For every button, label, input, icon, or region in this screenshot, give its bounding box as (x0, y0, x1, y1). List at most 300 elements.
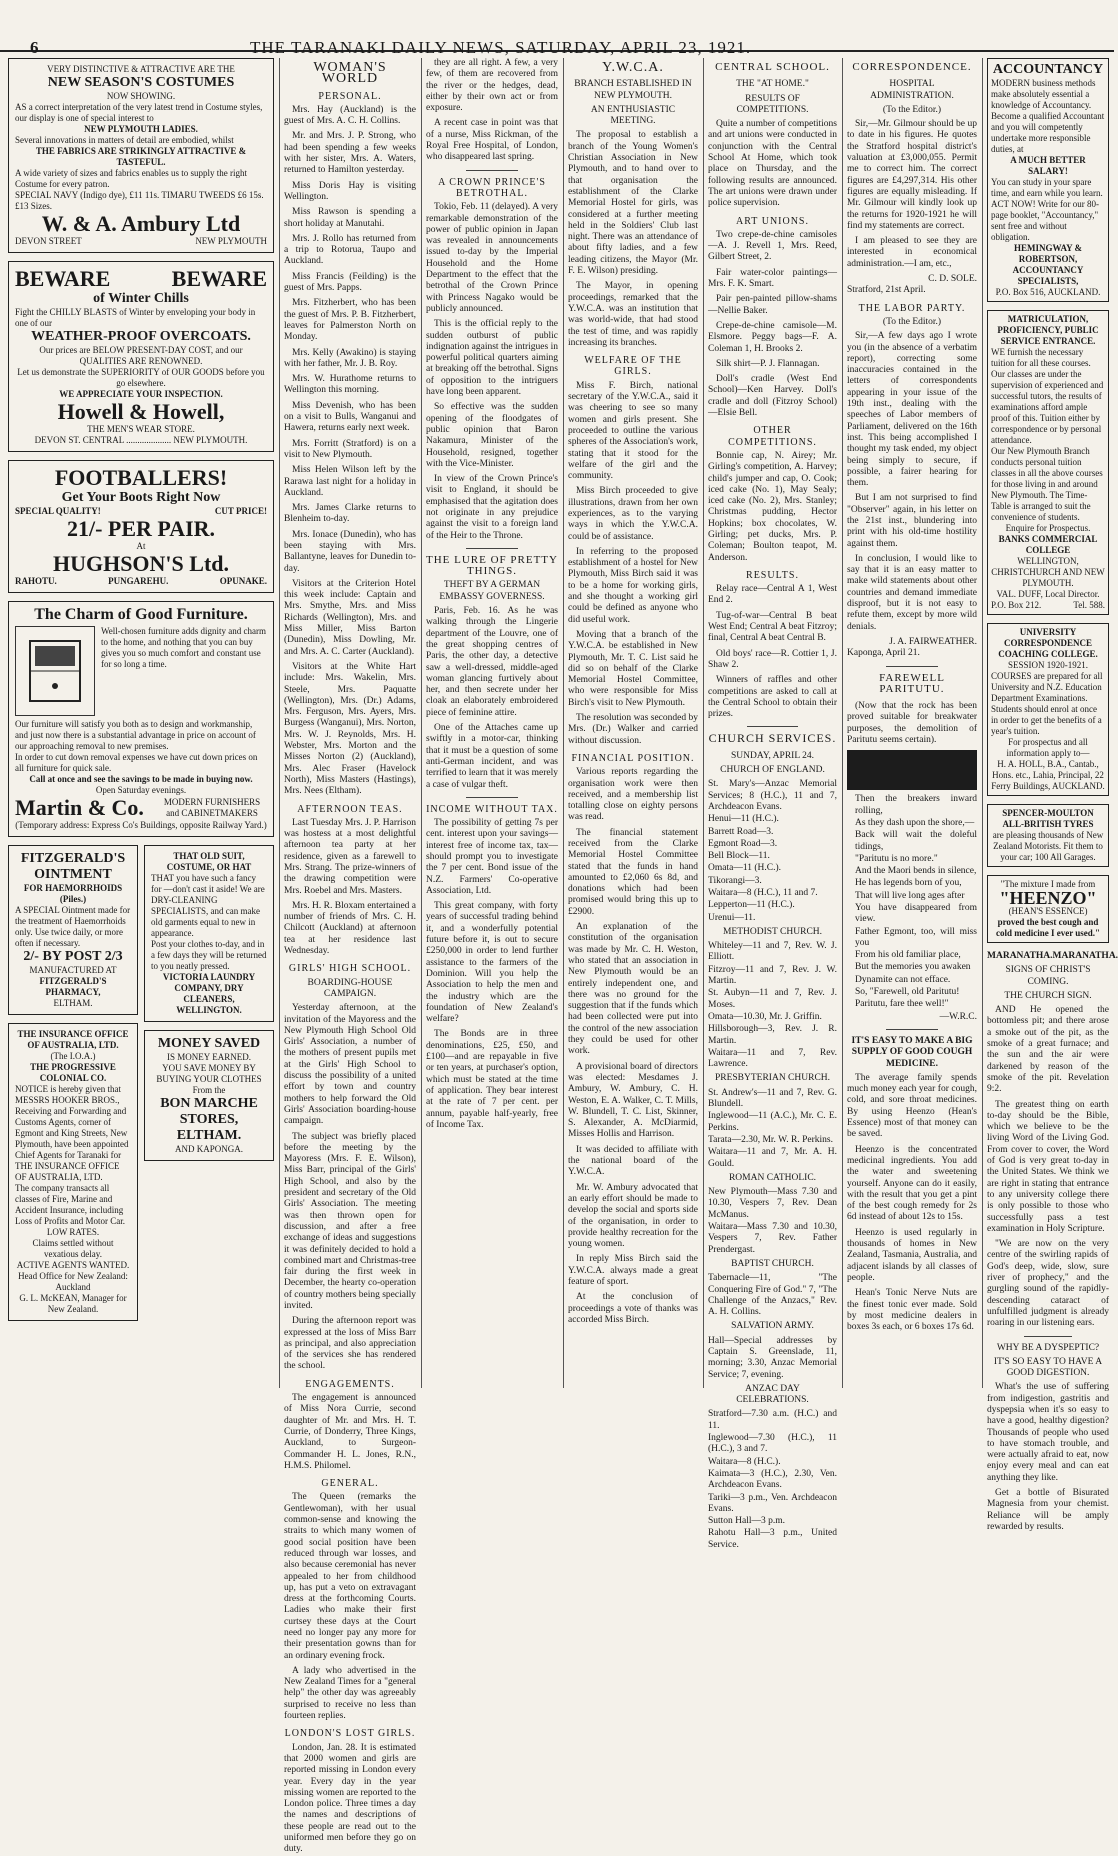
paragraph: Winners of raffles and other competitions are asked to call at the Central School to obtain their prizes. (708, 675, 837, 720)
list-item: That will live long ages after (855, 890, 965, 901)
paragraph: Doll's cradle (West End School)—Ken Harvey. Doll's cradle and doll (Fitzroy School)—Elsie Bell. (708, 374, 837, 419)
subheading: GENERAL. (321, 1478, 379, 1490)
paragraph: The engagement is announced of Miss Nora Currie, second daughter of Mr. and Mrs. H. T. Currie, of Donderry, Three Kings, Auckland, to Surgeon-Commander H. L. Jones, R.N., H.M.S. Philomel. (284, 1393, 416, 1471)
paragraph: Tug-of-war—Central B beat West End; Central A beat Fitzroy; final, Central A beat Central B. (708, 610, 837, 644)
ad-headline: THAT OLD SUIT, COSTUME, OR HAT (166, 851, 252, 872)
ad-text: CUT PRICE! (214, 506, 267, 516)
list-item: Sutton Hall—3 p.m. (708, 1516, 786, 1527)
martin-ad (8, 601, 274, 837)
list-item: Urenui—11. (708, 912, 756, 923)
paragraph: But I am not surprised to find "Observer" again, in his letter on the 21st inst., blundering into print with his old-time hostility against them. (847, 493, 977, 549)
subheading: ENGAGEMENTS. (305, 1378, 395, 1390)
column-rule (842, 58, 843, 1388)
service-list (708, 1336, 837, 1381)
paragraph: Two crepe-de-chine camisoles—A. J. Revell 1, Mrs. Reed, Gilbert Street, 2. (708, 229, 837, 263)
article-subheading: THEFT BY A GERMAN EMBASSY GOVERNESS. (439, 580, 545, 602)
list-item: Bell Block—11. (708, 851, 770, 862)
paragraph: One of the Attaches came up swiftly in a motor-car, thinking that it must be a question of some anti-German incident, and was terrified to learn that it was merely a case of vulgar theft. (426, 723, 558, 790)
ad-text: At (136, 541, 146, 551)
paragraph: Miss F. Birch, national secretary of the Y.W.C.A., said it was cheering to see so many women and girls present. She proceeded to outline the various spheres of the Association's work, stating that it stood for the welfare of the girl and the community. (568, 380, 698, 482)
ad-headline: THE INSURANCE OFFICE OF AUSTRALIA, LTD. (17, 1029, 129, 1050)
divider (886, 666, 938, 667)
list-item: Tikorangi—3. (708, 875, 762, 886)
subheading: ROMAN CATHOLIC. (728, 1172, 817, 1183)
paragraph: In referring to the proposed establishment of a hostel for New Plymouth, Miss Birch said it was to be a home for working girls, and she thought a working girl could be defined as anyone who did useful work. (568, 546, 698, 625)
ad-text: Open Saturday evenings. (95, 785, 187, 795)
list-item: Back will wait the doleful tidings, (855, 830, 977, 852)
list-item: So, "Farewell, old Paritutu! (855, 987, 960, 998)
ad-text: VAL. DUFF, Local Director. (996, 589, 1100, 599)
paragraph: The resolution was seconded by Mrs. (Dr.) Walker and carried without discussion. (568, 713, 698, 746)
list-item: Egmont Road—3. (708, 838, 778, 849)
ad-text: Several innovations in matters of detail are embodied, whilst (15, 135, 234, 145)
ad-text: The company transacts all classes of Fire, Marine and Accident Insurance, including Loss of Profits and Motor Car. (15, 1183, 125, 1226)
ad-brand: VICTORIA LAUNDRY COMPANY, DRY CLEANERS, WELLINGTON. (162, 972, 256, 1015)
paragraph: Miss Doris Hay is visiting Wellington. (284, 180, 416, 202)
paragraph: Hean's Tonic Nerve Nuts are the finest tonic ever made. Sold by most medicine dealers in boxes 3s each, or 6 boxes 17s 6d. (847, 1288, 977, 1333)
maranatha-heading (987, 951, 1118, 962)
paragraph: Old boys' race—R. Cottier 1, J. Shaw 2. (708, 648, 837, 670)
paragraph: This great company, with forty years of successful trading behind it, and a wonderfully potential future before it, is out to secure £250,000 in order to lend further assistance to the farmers of the Dominion. Will you help the Association to help the men and the industry which are the foundation of New Zealand's welfare? (426, 901, 558, 1025)
subheading: BOARDING-HOUSE CAMPAIGN. (307, 977, 393, 999)
heenzo-ad (987, 875, 1109, 943)
column-rule (982, 58, 983, 1388)
paragraph: AND He opened the bottomless pit; and there arose a smoke out of the pit, as the smoke of a great furnace; and the sun and the air were darkened by reason of the smoke of the pit. Revelation 9:2. (987, 1005, 1109, 1095)
ad-text: DEVON STREET (15, 236, 82, 246)
signature: C. D. SOLE. (928, 274, 977, 285)
paragraph: Mrs. Kelly (Awakino) is staying with her father, Mr. J. B. Roy. (284, 347, 416, 369)
paragraph: An explanation of the constitution of the organisation was made by Mr. C. H. Weston, who stated that an association in New Plymouth would be an entirely independent one, and there was no ground for the suggestion that if the funds which had been collected were put into the control of the new association they could be used for other work. (568, 922, 698, 1057)
paragraph: Various reports regarding the organisation work were then received, and a membership list totalling close on eighty persons was read. (568, 767, 698, 823)
paragraph: In reply Miss Birch said the Y.W.C.A. always made a great feature of sport. (568, 1254, 698, 1287)
paragraph: At the conclusion of proceedings a vote of thanks was accorded Miss Birch. (568, 1292, 698, 1325)
subheading: AFTERNOON TEAS. (297, 803, 403, 815)
ad-text: Well-chosen furniture adds dignity and charm to the home, and nothing that you can buy gives you so much comfort and constant use for so long a time. (101, 626, 266, 669)
section-heading: Y.W.C.A. (602, 60, 664, 75)
paragraph: Pair pen-painted pillow-shams—Nellie Baker. (708, 294, 837, 316)
article-heading: IT'S EASY TO MAKE A BIG SUPPLY OF GOOD COUGH MEDICINE. (851, 1035, 973, 1069)
ad-text: G. L. McKEAN, Manager for New Zealand. (19, 1293, 127, 1314)
list-item: Kaimata—3 (H.C.), 2.30, Ven. Archdeacon Evans. (708, 1468, 837, 1491)
ad-headline: FOOTBALLERS! (54, 465, 228, 490)
paragraph: Mrs. H. R. Bloxam entertained a number of friends of Mrs. C. H. Chilcott (Auckland) at afternoon tea at her residence last Wednesday. (284, 900, 417, 957)
paragraph: "We are now on the very centre of the swirling rapids of God's deep, wide, slow, sure river of prophecy," and the gurgling sound of the rapidly-descending cataract of unfulfilled judgment is already roaring in our listening ears. (987, 1239, 1109, 1329)
subheading: HOSPITAL ADMINISTRATION. (870, 79, 954, 101)
ad-text: Our New Plymouth Branch conducts personal tuition classes in all the above courses for those living in and around New Plymouth. The Time-Table is arranged to suit the convenience of students. (991, 446, 1103, 522)
paragraph: The proposal to establish a branch of the Young Women's Christian Association in New Plymouth, and to hand over to that organisation the establishment of the Clarke Memorial Hostel for girls, was considered at a further meeting held in the Soldiers' Club last night. There was an attendance of about fifty ladies, and a few leading citizens, the Mayor (Mr. F. E. Wilson) presiding. (568, 130, 698, 277)
paragraph: (Now that the rock has been proved suitable for breakwater purposes, the demolition of Paritutu seems certain). (847, 701, 977, 746)
paragraph: Yesterday afternoon, at the invitation of the Mayoress and the New Plymouth High School Old Girls' Association, a number of the mothers of present pupils met at the Girls' High School to discuss the possibility of a united effort by town and country mothers to help forward the Old Girls' Association boarding-house campaign. (284, 1003, 416, 1127)
subheading: THE "AT HOME." (736, 79, 809, 90)
paragraph: In view of the Crown Prince's visit to England, it should be emphasised that the agitation does not originate in any prejudice against the visit to a foreign land of the Heir to the Throne. (426, 474, 558, 541)
ad-text: A wide variety of sizes and fabrics enables us to supply the right Costume for every patron. (15, 168, 247, 189)
correspondence-column (847, 58, 977, 1388)
list-item: From his old familiar place, (855, 950, 961, 961)
ad-brand: Howell & Howell, (57, 399, 225, 424)
ad-brand: Martin & Co. (15, 795, 144, 820)
ad-text: Post your clothes to-day, and in a few days they will be returned to you neatly pressed. (151, 939, 267, 971)
paragraph: A lady who advertised in the New Zealand Times for a "general help" the other day was agreeably surprised to receive no less than fourteen replies. (284, 1665, 416, 1722)
paragraph: London, Jan. 28. It is estimated that 2000 women and girls are reported missing in London every year. Every day in the year missing women are reported to the London police. Three times a day the names and descriptions of these people are read out to the uniformed men before they go on duty. (284, 1742, 416, 1855)
redacted-block (847, 750, 977, 790)
divider (1024, 1336, 1073, 1337)
paragraph: Tokio, Feb. 11 (delayed). A very remarkable demonstration of the power of public opinion in Japan was revealed in announcements issued to-day by the Imperial Household and the Home Department to the effect that the betrothal of the Crown Prince with Princess Nagako would be publicly announced. (426, 202, 558, 314)
paragraph: Mrs. Forritt (Stratford) is on a visit to New Plymouth. (284, 438, 416, 460)
list-item: Father Egmont, too, will miss you (855, 926, 977, 948)
list-item: Hall—Special addresses by Captain S. Greenslade, 11, morning; 3.30, Anzac Memorial Service; 7, evening. (708, 1335, 837, 1380)
list-item: Waitara—11 and 7, Mr. A. H. Gould. (708, 1147, 837, 1169)
column-rule (421, 58, 422, 1388)
paragraph: Moving that a branch of the Y.W.C.A. be established in New Plymouth, Mr. T. C. List said he did so on behalf of the Clarke Memorial Hostel Committee, who were responsible for Miss Birch's visit to New Plymouth. (568, 629, 698, 708)
ad-text: PUNGAREHU. (108, 576, 169, 586)
ad-headline: WEATHER-PROOF OVERCOATS. (31, 329, 251, 344)
subheading: ANZAC DAY CELEBRATIONS. (736, 1383, 809, 1406)
divider (886, 1029, 938, 1030)
article-heading: INCOME WITHOUT TAX. (426, 803, 558, 815)
ad-brand: BON MARCHE STORES, (160, 1096, 258, 1127)
ad-text: LOW RATES. (46, 1227, 100, 1237)
ad-headline: ACCOUNTANCY (992, 62, 1104, 77)
ambury-ad (8, 58, 274, 253)
ywca-column (568, 58, 698, 1388)
paragraph: The greatest thing on earth to-day should be the Bible, which we believe to be the living Word of the Living God. From cover to cover, the Word of God is very great to-day in the United States. We think we are right in stating that entrance to any university college there is only possible to those who successfully pass a test examination in Holy Scripture. (987, 1099, 1109, 1234)
subheading: SIGNS OF CHRIST'S COMING. (1005, 965, 1091, 987)
list-item: He has legends born of you, (855, 878, 962, 889)
paragraph: The Queen (remarks the Gentlewoman), with her usual common-sense and knowing the straits to which many women of good social position have been reduced through war losses, and also because ceremonial has never appealed to her from childhood up, has put a veto on extravagant dress at the forthcoming Courts. Ladies who make their first curtsey these days at the Court need no longer pay any more for their presentation gowns than for an ordinary evening frock. (284, 1492, 416, 1661)
list-item: Barrett Road—3. (708, 826, 774, 837)
ad-text: NOW SHOWING. (106, 91, 176, 101)
paragraph: The Bonds are in three denominations, £25, £50, and £100—and are repayable in five or ten years, at purchaser's option, which must be stated at the time of application. They bear interest at the rate of 7 per cent. per annum, payable half-yearly, free of Income Tax. (426, 1029, 558, 1130)
ad-text: DEVON ST. CENTRAL .................... NEW PLYMOUTH. (34, 435, 248, 445)
column-rule (279, 58, 280, 1388)
ad-text: FITZGERALD'S PHARMACY, (39, 976, 107, 997)
list-item: And the Maori bends in silence, (855, 866, 977, 877)
service-list (708, 1088, 837, 1170)
column-rule (703, 58, 704, 1388)
list-item: Waitara—8 (H.C.). (708, 1456, 781, 1467)
ad-text: YOU SAVE MONEY BY BUYING YOUR CLOTHES From the (156, 1063, 262, 1095)
ad-text: "The mixture I made from (1000, 879, 1096, 889)
ad-text: P.O. Box 516, AUCKLAND. (995, 287, 1101, 297)
paragraph: Mrs. Hay (Auckland) is the guest of Mrs. A. C. H. Collins. (284, 104, 416, 127)
ad-text: THE FABRICS ARE STRIKINGLY ATTRACTIVE & TASTEFUL. (35, 146, 247, 167)
ad-text: WE furnish the necessary tuition for all these courses. Our classes are under the supervision of experienced and successful tutors, the results of examinations afford ample proof of this. Tuition either by correspondence or by personal attendance. (991, 347, 1104, 445)
paragraph: The financial statement received from the Clarke Memorial Hostel Committee stated that the funds in hand amounted to £2,060 6s 8d, and donations which had been promised would bring this up to £2900. (568, 827, 698, 917)
list-item: You have disappeared from view. (855, 903, 977, 925)
signature: J. A. FAIRWEATHER. (889, 636, 977, 647)
ad-text: Our prices are BELOW PRESENT-DAY COST, and our QUALITIES ARE RENOWNED. (39, 345, 243, 366)
paragraph: Miss Rawson is spending a short holiday at Manutahi. (284, 207, 416, 229)
paragraph: Mr. and Mrs. J. P. Strong, who had been spending a few weeks with her sister, Mrs. A. Waters, returned to Hamilton yesterday. (284, 131, 416, 176)
ad-text: AND KAPONGA. (174, 1144, 243, 1154)
list-item: Dynamite can not efface. (855, 974, 951, 985)
ad-text: ACT NOW! Write for our 80-page booklet, "Accountancy," sent free and without obligation. (991, 199, 1100, 242)
list-item: Then the breakers inward rolling, (855, 794, 977, 816)
ad-text: VERY DISTINCTIVE & ATTRACTIVE ARE THE (47, 64, 235, 74)
ad-text: ELTHAM. (53, 998, 93, 1008)
subheading: THE CHURCH SIGN. (1004, 990, 1092, 1001)
paragraph: Miss Francis (Feilding) is the guest of Mrs. Papps. (284, 271, 416, 294)
paragraph: Get a bottle of Bisurated Magnesia from your chemist. Reliance will be amply rewarded by results. (987, 1488, 1109, 1532)
subheading: PRESBYTERIAN CHURCH. (714, 1073, 831, 1084)
ad-brand: HEMINGWAY & ROBERTSON, ACCOUNTANCY SPECIALISTS, (1012, 243, 1084, 286)
ad-text: For prospectus and all information apply to— (1006, 737, 1090, 758)
ad-text: SPECIAL QUALITY! (15, 506, 101, 516)
paragraph: Mrs. James Clarke returns to Blenheim to-day. (284, 503, 416, 525)
paragraph: Mrs. J. Rollo has returned from a trip to Rotorua, Taupo and Auckland. (284, 233, 416, 267)
ad-text: COURSES are prepared for all University and N.Z. Education Department Examinations. Students should enrol at once in order to get the benefits of a year's tuition. (991, 671, 1103, 736)
paragraph: Crepe-de-chine camisole—M. Elsmore. Peggy bags—F. A. Coleman 1, H. Brooks 2. (708, 320, 837, 354)
subheading: WHY BE A DYSPEPTIC? (996, 1342, 1100, 1353)
list-item: St. Aubyn—11 and 7, Rev. J. Moses. (708, 988, 837, 1010)
subheading: BAPTIST CHURCH. (731, 1258, 814, 1269)
section-heading: CHURCH SERVICES. (708, 731, 837, 746)
howell-ad (8, 261, 274, 452)
ad-headline: FITZGERALD'S OINTMENT (20, 851, 126, 882)
subheading: GIRLS' HIGH SCHOOL. (288, 963, 412, 975)
paragraph: I am pleased to see they are interested in economical administration.—I am, etc., (847, 236, 977, 269)
bon-marche-ad (144, 1030, 274, 1161)
list-item: "Paritutu is no more." (855, 853, 938, 864)
list-item: Waitara—11 and 7, Rev. Lawrence. (708, 1047, 837, 1070)
ad-text: FOR HAEMORRHOIDS (Piles.) (23, 883, 123, 904)
section-heading: FAREWELL PARITUTU. (879, 671, 945, 695)
list-item: Tabernacle—11, "The Conquering Fire of God." 7, "The Challenge of the Anzacs," Rev. A. H. Collins. (708, 1273, 837, 1318)
furniture-illustration (15, 626, 95, 716)
ad-text: OPUNAKE. (219, 576, 267, 586)
ad-text: IS MONEY EARNED. (167, 1052, 251, 1062)
ad-brand: W. & A. Ambury Ltd (41, 211, 241, 236)
paragraph: The average family spends much money each year for cough, cold, and sore throat medicines. By using Heenzo (Hean's Essence) most of that money can be saved. (847, 1072, 977, 1140)
womans-world-column (284, 58, 417, 1855)
ad-headline: Get Your Boots Right Now (61, 490, 221, 505)
ad-price: 21/- PER PAIR. (66, 516, 216, 541)
divider (466, 548, 519, 549)
paragraph: In conclusion, I would like to say that it is an easy matter to make wild statements about other countries and demand immediate disproof, but it is not easy to refute them, except by more wild denials. (847, 553, 977, 632)
ads-column-right (987, 58, 1118, 1532)
service-list (708, 1187, 837, 1256)
ad-text: Call at once and see the savings to be made in buying now. (29, 774, 253, 784)
subheading: SALVATION ARMY. (731, 1321, 814, 1332)
ad-text: Claims settled without vexatious delay. (32, 1238, 114, 1259)
ad-text: SPECIAL NAVY (Indigo dye), £11 11s. TIMARU TWEEDS £6 15s. £13 Sizes. (15, 190, 264, 211)
paragraph: Silk shirt—P. J. Flannagan. (716, 358, 820, 369)
heading-text: MARANATHA. (987, 951, 1053, 961)
paragraph: Sir,—A few days ago I wrote you (in the absence of a verbatim report), correcting some inaccuracies contained in the letters of correspondents appearing in your issue of the 19th inst., dealing with the speeches of Labor members of Parliament, delivered on the 16th inst. This being accomplished I thought my task ended, my object being simply to secure, if possible, a fairer hearing for them. (847, 331, 977, 489)
paragraph: Mrs. W. Hurathome returns to Wellington this morning. (284, 374, 416, 396)
ad-text: of Winter Chills (93, 291, 189, 306)
column-rule (563, 58, 564, 1388)
paragraph: Mr. W. Ambury advocated that an early effort should be made to develop the social and sports side of the organisation, in order to provide healthy recreation for the young women. (568, 1182, 698, 1250)
section-heading: WOMAN'S WORLD (313, 60, 387, 87)
paragraph: This is the official reply to the sudden outburst of public indignation against the intrigues in powerful political quarters aiming at breaking off the betrothal. Signs of opposition to the intriguers have long been apparent. (426, 319, 558, 398)
paragraph: Miss Birch proceeded to give illustrations, drawn from her own experiences, as to the varying ways in which the Y.W.C.A. could be of assistance. (568, 486, 698, 542)
list-item: Fitzroy—11 and 7, Rev. J. W. Martin. (708, 964, 837, 987)
service-list (708, 941, 837, 1070)
paragraph: Last Tuesday Mrs. J. P. Harrison was hostess at a most delightful afternoon tea party at her residence, given as a farewell to Mrs. Strang. The prize-winners of the drawing competition were Mrs. Roebel and Mrs. Masters. (284, 817, 416, 896)
ad-headline: MATRICULATION, PROFICIENCY, PUBLIC SERVICE ENTRANCE. (997, 314, 1099, 346)
ad-text: Fight the CHILLY BLASTS of Winter by enveloping your body in one of our (15, 307, 256, 328)
paragraph: The Mayor, in opening proceedings, remarked that the Y.W.C.A. was an institution that was world-wide, that had stood the test of time, and was rapidly increasing its branches. (568, 281, 698, 348)
paragraph: Miss Devenish, who has been on a visit to Bulls, Wanganui and Hawera, returns early next week. (284, 400, 416, 434)
ad-text: WELLINGTON, CHRISTCHURCH AND NEW PLYMOUTH. (991, 556, 1105, 588)
paragraph: A provisional board of directors was elected: Mesdames J. Ambury, W. Ambury, C. H. Weston, E. A. Walker, C. T. Mills, W. Blundell, T. C. List, Skinner, S. Alexander, A. McDiarmid, Misses Hollis and Harrison. (568, 1061, 698, 1140)
ad-text: P.O. Box 212. (991, 600, 1042, 610)
subheading: RESULTS OF COMPETITIONS. (736, 93, 809, 115)
ad-brand: "HEENZO" (999, 888, 1097, 908)
dateline: Kaponga, April 21. (847, 648, 920, 659)
accountancy-ad (987, 58, 1109, 302)
paragraph: Relay race—Central A 1, West End 2. (708, 584, 837, 606)
list-item: Rahotu Hall—3 p.m., United Service. (708, 1528, 837, 1550)
spencer-moulton-ad (987, 804, 1109, 867)
ad-text: NEW PLYMOUTH LADIES. (84, 124, 198, 134)
subheading: OTHER COMPETITIONS. (728, 425, 817, 448)
hughson-ad (8, 460, 274, 593)
ads-column-left (8, 58, 274, 1388)
list-item: Inglewood—7.30 (H.C.), 11 (H.C.), 3 and 7. (708, 1433, 837, 1455)
ad-headline: SPENCER-MOULTON ALL-BRITISH TYRES (1002, 808, 1094, 829)
paragraph: they are all right. A few, a very few, of them are recovered from the river or the hedges, dead, either by their own act or from exposure. (426, 58, 558, 114)
insurance-ad (8, 1023, 138, 1321)
divider (466, 797, 519, 798)
paragraph: Heenzo is the concentrated medicinal ingredients. You add the water and sweetening yourself. Anyone can do it easily, with the result that you get a pint of the best cough remedy for 2s 6d instead of about 12s to 15s. (847, 1144, 977, 1223)
article-heading: THE LURE OF PRETTY THINGS. (426, 553, 558, 578)
paragraph: Miss Helen Wilson left by the Rarawa last night for a holiday in Auckland. (284, 465, 416, 498)
poem (847, 794, 977, 1010)
ad-text: H. A. HOLL, B.A., Cantab., Hons. etc., Lahia, Principal, 22 Ferry Buildings, AUCKLAND. (991, 759, 1105, 791)
ad-headline: MONEY SAVED (157, 1036, 261, 1051)
list-item: Tariki—3 p.m., Ven. Archdeacon Evans. (708, 1492, 837, 1514)
ad-text: Tel. 588. (1073, 600, 1105, 610)
service-list (708, 1409, 837, 1551)
ad-text: WE APPRECIATE YOUR INSPECTION. (59, 389, 223, 399)
list-item: Omata—11 (H.C.). (708, 863, 781, 874)
paragraph: A recent case in point was that of a nurse, Miss Rickman, of the Royal Free Hospital, of London, who disappeared last spring. (426, 118, 558, 163)
dateline: Stratford, 21st April. (847, 285, 926, 296)
list-item: But the memories you awaken (855, 962, 971, 973)
paragraph: The subject was briefly placed before the meeting by the Mayoress (Mrs. F. E. Wilson), Miss Barr, principal of the Girls' High School, and also by the president and secretary of the Old Girls' Association. The meeting was then thrown open for discussion, and after a free exchange of ideas and suggestions it was definitely decided to hold a combined mart and Christmas-tree fair during the first week in December, the hearty co-operation of country mothers being specially invited. (284, 1131, 416, 1311)
list-item: Paritutu, fare thee well!" (855, 999, 949, 1010)
paragraph: Bonnie cap, N. Airey; Mr. Girling's competition, A. Harvey; child's jumper and cap, O. Cook; iced cake (No. 1), May Sealy; iced cake (No. 2), Mrs. Stanley; Christmas pudding, Hector Hopkins; box chocolates, W. Girling; pet ducks, Mrs. P. Coleman; Boulton teapot, M. Anderson. (708, 450, 837, 563)
subheading: RESULTS. (746, 569, 799, 581)
subheading: WELFARE OF THE GIRLS. (584, 355, 682, 378)
university-college-ad (987, 623, 1109, 796)
ad-text: (HEAN'S ESSENCE) (1008, 906, 1088, 916)
masthead (0, 0, 1114, 57)
subheading: BRANCH ESTABLISHED IN NEW PLYMOUTH. (574, 79, 692, 101)
list-item: Waitara—8 (H.C.), 11 and 7. (708, 888, 818, 898)
paragraph: Sir,—Mr. Gilmour should be up to date in his figures. He quotes the Stratford hospital district's valuation at £3,000,055. Permit me to correct him. The correct figures are £4,297,314. His other figures are equally misleading. If Mr. Gilmour will kindly look up the returns for 1920-1921 he will find my statements are correct. (847, 119, 977, 231)
ad-text: MANUFACTURED AT (29, 965, 117, 975)
subheading: AN ENTHUSIASTIC MEETING. (590, 104, 676, 127)
ad-text: ACTIVE AGENTS WANTED. (16, 1260, 130, 1270)
list-item: Omata—10.30, Mr. J. Griffin. (708, 1011, 822, 1022)
ad-text: THE PROGRESSIVE COLONIAL CO. (30, 1062, 116, 1083)
subheading: IT'S SO EASY TO HAVE A GOOD DIGESTION. (993, 1356, 1103, 1379)
paragraph: It was decided to affiliate with the national board of the Y.W.C.A. (568, 1144, 698, 1178)
subheading: SUNDAY, APRIL 24. (730, 750, 815, 761)
paragraph: Visitors at the White Hart include: Mrs. Wakelin, Mrs. Steele, Mrs. Paquatte (Wellington), Mrs. (Dr.) Adams, Mrs. Ferguson, Mrs. Ayers, Mrs. Burgess (Wanganui), Mrs. Norton, Mrs. W. J. Reynolds, Mrs. H. Webster, Mrs. Morton and the Misses Norton (2) (Auckland), Mrs. Alec Fraser (Havelock North), Miss Masters (Hastings), Mrs. Nees (Eltham). (284, 661, 416, 797)
ad-text: Our furniture will satisfy you both as to design and workmanship, and just now there is a substantial advantage in price on account of our approaching removal to new premises. (15, 719, 256, 751)
list-item: Lepperton—11 (H.C.). (708, 900, 795, 911)
ad-text: MODERN FURNISHERS and CABINETMAKERS (163, 797, 261, 818)
paragraph: Fair water-color paintings—Mrs. F. K. Smart. (708, 267, 837, 290)
ad-text: THAT you have such a fancy for —don't cast it aside! We are DRY-CLEANING SPECIALISTS, and can make old garments equal to new in appearance. (151, 873, 265, 938)
service-list (708, 1273, 837, 1318)
list-item: Waitara—Mass 7.30 and 10.30, Vespers 7, Rev. Father Prendergast. (708, 1222, 837, 1255)
ad-headline: NEW SEASON'S COSTUMES (47, 75, 235, 90)
ad-headline: BEWARE (15, 266, 111, 291)
subheading: PERSONAL. (318, 90, 382, 102)
ad-brand: BANKS COMMERCIAL COLLEGE (998, 534, 1098, 555)
list-item: Tarata—2.30, Mr. W. R. Perkins. (708, 1134, 833, 1145)
banks-college-ad (987, 310, 1109, 615)
list-item: Whiteley—11 and 7, Rev. W. J. Elliott. (708, 941, 837, 963)
fitzgerald-ad (8, 845, 138, 1015)
news-column-3 (426, 58, 558, 1388)
paragraph: So effective was the sudden opening of the floodgates of public opinion that Baron Nakamura, Minister of the Household, resigned, together with the Vice-Minister. (426, 402, 558, 469)
ad-text: THE MEN'S WEAR STORE. (87, 424, 195, 434)
list-item: Stratford—7.30 a.m. (H.C.) and 11. (708, 1409, 837, 1431)
ad-text: A SPECIAL Ointment made for the treatment of Haemorrhoids only. Use twice daily, or more often if necessary. (15, 905, 131, 948)
list-item: Inglewood—11 (A.C.), Mr. C. E. Perkins. (708, 1111, 837, 1133)
paragraph: During the afternoon report was expressed at the loss of Miss Barr as principal, and also appreciation of the services she has rendered the school. (284, 1316, 416, 1372)
ad-text: Let us demonstrate the SUPERIORITY of OUR GOODS before you go elsewhere. (17, 367, 265, 388)
ad-text: (Temporary address: Express Co's Buildings, opposite Railway Yard.) (15, 820, 267, 830)
ad-text: Become a qualified Accountant and you will competently undertake more responsible duties, at (991, 111, 1105, 154)
divider (466, 170, 519, 171)
list-item: New Plymouth—Mass 7.30 and 10.30, Vespers 7, Rev. Dean McManus. (708, 1187, 837, 1220)
ad-text: Enquire for Prospectus. (1005, 523, 1091, 533)
paragraph: Quite a number of competitions and art unions were conducted in conjunction with the Central School At Home, which took place on Thursday, and the following results are announced. The art unions were drawn under police supervision. (708, 119, 837, 209)
paragraph: Mrs. Fitzherbert, who has been the guest of Mrs. P. B. Fitzherbert, leaves for Palmerston North on Monday. (284, 298, 416, 343)
heading-text: MARANATHA. (1052, 951, 1118, 961)
list-item: As they dash upon the shore,— (855, 817, 975, 828)
list-item: St. Andrew's—11 and 7, Rev. G. Blundell. (708, 1087, 837, 1110)
page-number: 6 (30, 38, 39, 57)
ad-headline: BEWARE (171, 266, 267, 291)
ad-text: NOTICE is hereby given that MESSRS HOOKER BROS., Receiving and Forwarding and Customs Agents, corner of Egmont and King Streets, New Plymouth, have been appointed Chief Agents for Taranaki for THE INSURANCE OFFICE OF AUSTRALIA, LTD. (15, 1084, 129, 1182)
article-heading: A CROWN PRINCE'S BETROTHAL. (438, 176, 546, 199)
ad-text: In order to cut down removal expenses we have cut down prices on all furniture for quick sale. (15, 752, 258, 773)
list-item: Hillsborough—3, Rev. J. R. Martin. (708, 1024, 837, 1046)
ad-text: AS a correct interpretation of the very latest trend in Costume styles, our display is one of special interest to (15, 102, 263, 123)
subheading: ART UNIONS. (736, 215, 809, 227)
newspaper-title: THE TARANAKI DAILY NEWS, SATURDAY, APRIL 23, 1921. (250, 38, 752, 57)
victoria-laundry-ad (144, 845, 274, 1022)
list-item: St. Mary's—Anzac Memorial Services; 8 (H.C.), 11 and 7, Archdeacon Evans. (708, 779, 837, 812)
ad-text: SESSION 1920-1921. (1007, 660, 1088, 670)
subheading: LONDON'S LOST GIRLS. (284, 1728, 416, 1740)
list-item: Henui—11 (H.C.). (708, 814, 779, 825)
ad-text: A MUCH BETTER SALARY! (1010, 155, 1086, 176)
paragraph: Heenzo is used regularly in thousands of homes in New Zealand, Tasmania, Australia, and adjacent islands by all classes of people. (847, 1227, 977, 1283)
subheading: (To the Editor.) (882, 104, 942, 115)
service-list (708, 779, 837, 924)
central-school-column (708, 58, 837, 1550)
ad-headline: The Charm of Good Furniture. (34, 606, 248, 623)
subheading: CHURCH OF ENGLAND. (720, 765, 825, 776)
ad-text: RAHOTU. (15, 576, 57, 586)
subheading: FINANCIAL POSITION. (571, 752, 695, 764)
ad-text: (The I.O.A.) (50, 1051, 96, 1061)
ad-text: are pleasing thousands of New Zealand Motorists. Fit them to your car; 100 All Garages. (992, 830, 1104, 862)
paragraph: The possibility of getting 7s per cent. interest upon your savings—interest free of income tax, tax—should prompt you to investigate the 7 per cent. Bond issue of the N.Z. Farmers' Co-operative Association, Ltd. (426, 818, 558, 896)
ad-text: You can study in your spare time, and earn while you learn. (991, 177, 1103, 198)
subheading: THE LABOR PARTY. (858, 302, 966, 314)
section-heading: CORRESPONDENCE. (852, 61, 972, 73)
